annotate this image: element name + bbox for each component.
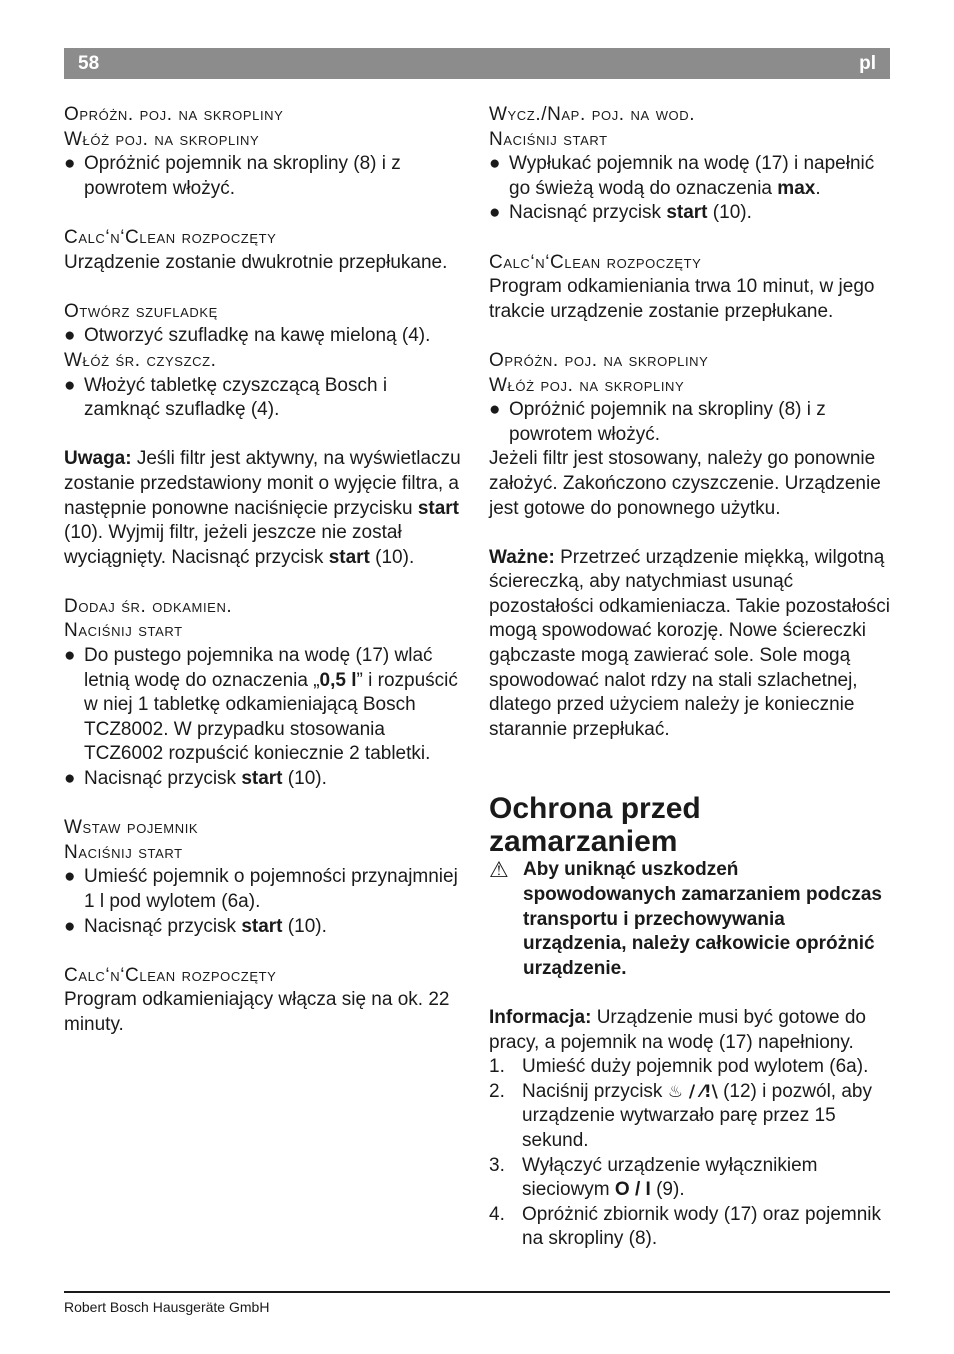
warning-triangle-icon: ⚠: [489, 857, 509, 883]
paragraph: Urządzenie zostanie dwukrotnie przepłukane.: [64, 251, 448, 273]
bullet-icon: ●: [64, 645, 76, 667]
display-message: Naciśnij start: [489, 128, 608, 150]
warning-block: ⚠ Aby uniknąć uszkodzeń spowodowanych zamarzaniem podczas transportu i przechowywania urządzenia, należy całkowicie opróżnić urządzenie.: [489, 858, 893, 981]
steam-button-icon: ♨ / ⁄!\: [667, 1081, 718, 1102]
footer-company: Robert Bosch Hausgeräte GmbH: [64, 1299, 270, 1315]
list-item: ● Umieść pojemnik o pojemności przynajmniej 1 l pod wylotem (6a).: [64, 865, 468, 914]
important-paragraph: Ważne: Przetrzeć urządzenie miękką, wilgotną ściereczką, aby natychmiast usunąć pozostałości odkamieniacza. Takie pozostałości mogą spowodować korozję. Nowe ściereczki gąbczaste mogą zawierać sole. Sole mogą spowodować nalot rdzy na stali szlachetnej, dlatego przed użyciem należy je koniecznie starannie przepłukać.: [489, 546, 890, 740]
display-message: Calc‘n‘Clean rozpoczęty: [64, 226, 277, 248]
bullet-icon: ●: [64, 153, 76, 175]
display-message: Włóż śr. czyszcz.: [64, 349, 217, 371]
bullet-icon: ●: [64, 915, 76, 937]
footer-divider: [64, 1291, 890, 1293]
page-header-bar: [64, 48, 890, 79]
list-item: 4. Opróżnić zbiornik wody (17) oraz pojemnik na skropliny (8).: [489, 1203, 882, 1250]
paragraph: Jeżeli filtr jest stosowany, należy go ponownie założyć. Zakończono czyszczenie. Urządzenie jest gotowe do ponownego użytku.: [489, 448, 881, 519]
list-item: ● Do pustego pojemnika na wodę (17) wlać letnią wodę do oznaczenia „0,5 l” i rozpuścić w niej 1 tabletkę odkamieniającą Bosch TCZ8002. W przypadku stosowania TCZ6002 rozpuścić koniecznie 2 tabletki.: [64, 644, 468, 767]
bullet-icon: ●: [64, 374, 76, 396]
section-heading: Ochrona przed zamarzaniem: [489, 792, 701, 859]
list-item: ● Otworzyć szufladkę na kawę mieloną (4).: [64, 324, 468, 349]
bullet-icon: ●: [64, 325, 76, 347]
list-item: 1. Umieść duży pojemnik pod wylotem (6a).: [489, 1056, 869, 1078]
bullet-icon: ●: [64, 768, 76, 790]
paragraph: Program odkamieniający włącza się na ok. 22 minuty.: [64, 989, 450, 1035]
list-item: ● Nacisnąć przycisk start (10).: [64, 767, 468, 792]
bullet-icon: ●: [489, 399, 501, 421]
list-item: ● Wypłukać pojemnik na wodę (17) i napełnić go świeżą wodą do oznaczenia max.: [489, 152, 893, 201]
bullet-icon: ●: [489, 153, 501, 175]
display-message: Wstaw pojemnik: [64, 817, 199, 839]
display-message: Otwórz szufladkę: [64, 300, 218, 322]
display-message: Naciśnij start: [64, 841, 183, 863]
display-message: Opróżn. poj. na skropliny: [64, 104, 284, 125]
list-item: 3. Wyłączyć urządzenie wyłącznikiem sieciowym O / I (9).: [489, 1154, 818, 1201]
left-column: [64, 103, 468, 1038]
display-message: Calc‘n‘Clean rozpoczęty: [64, 964, 277, 986]
display-message: Calc‘n‘Clean rozpoczęty: [489, 251, 702, 273]
page-number: 58: [78, 53, 100, 74]
display-message: Naciśnij start: [64, 620, 183, 642]
list-item: ● Opróżnić pojemnik na skropliny (8) i z powrotem włożyć.: [489, 398, 893, 447]
display-message: Dodaj śr. odkamien.: [64, 595, 233, 617]
list-item: ● Opróżnić pojemnik na skropliny (8) i z powrotem włożyć.: [64, 152, 468, 201]
list-item: ● Nacisnąć przycisk start (10).: [489, 201, 893, 226]
right-column: [489, 103, 893, 1252]
list-item: ● Nacisnąć przycisk start (10).: [64, 915, 468, 940]
info-paragraph: Informacja: Urządzenie musi być gotowe do pracy, a pojemnik na wodę (17) napełniony.: [489, 1007, 867, 1053]
bullet-icon: ●: [64, 866, 76, 888]
display-message: Opróżn. poj. na skropliny: [489, 349, 709, 371]
language-code: pl: [859, 53, 876, 74]
paragraph: Program odkamieniania trwa 10 minut, w jego trakcie urządzenie zostanie przepłukane.: [489, 276, 875, 322]
list-item: ● Włożyć tabletkę czyszczącą Bosch i zamknąć szufladkę (4).: [64, 374, 468, 423]
note-paragraph: Uwaga: Jeśli filtr jest aktywny, na wyświetlaczu zostanie przedstawiony monit o wyjęcie filtra, a następnie ponowne naciśnięcie przycisku start (10). Wyjmij filtr, jeżeli jeszcze nie został wyciągnięty. Nacisnąć przycisk start (10).: [64, 448, 461, 568]
bullet-icon: ●: [489, 202, 501, 224]
display-message: Wycz./Nap. poj. na wod.: [489, 104, 696, 125]
display-message: Włóż poj. na skropliny: [64, 128, 260, 150]
list-item: 2. Naciśnij przycisk ♨ / ⁄!\ (12) i pozwól, aby urządzenie wytwarzało parę przez 15 sekund.: [489, 1080, 872, 1151]
display-message: Włóż poj. na skropliny: [489, 374, 685, 396]
